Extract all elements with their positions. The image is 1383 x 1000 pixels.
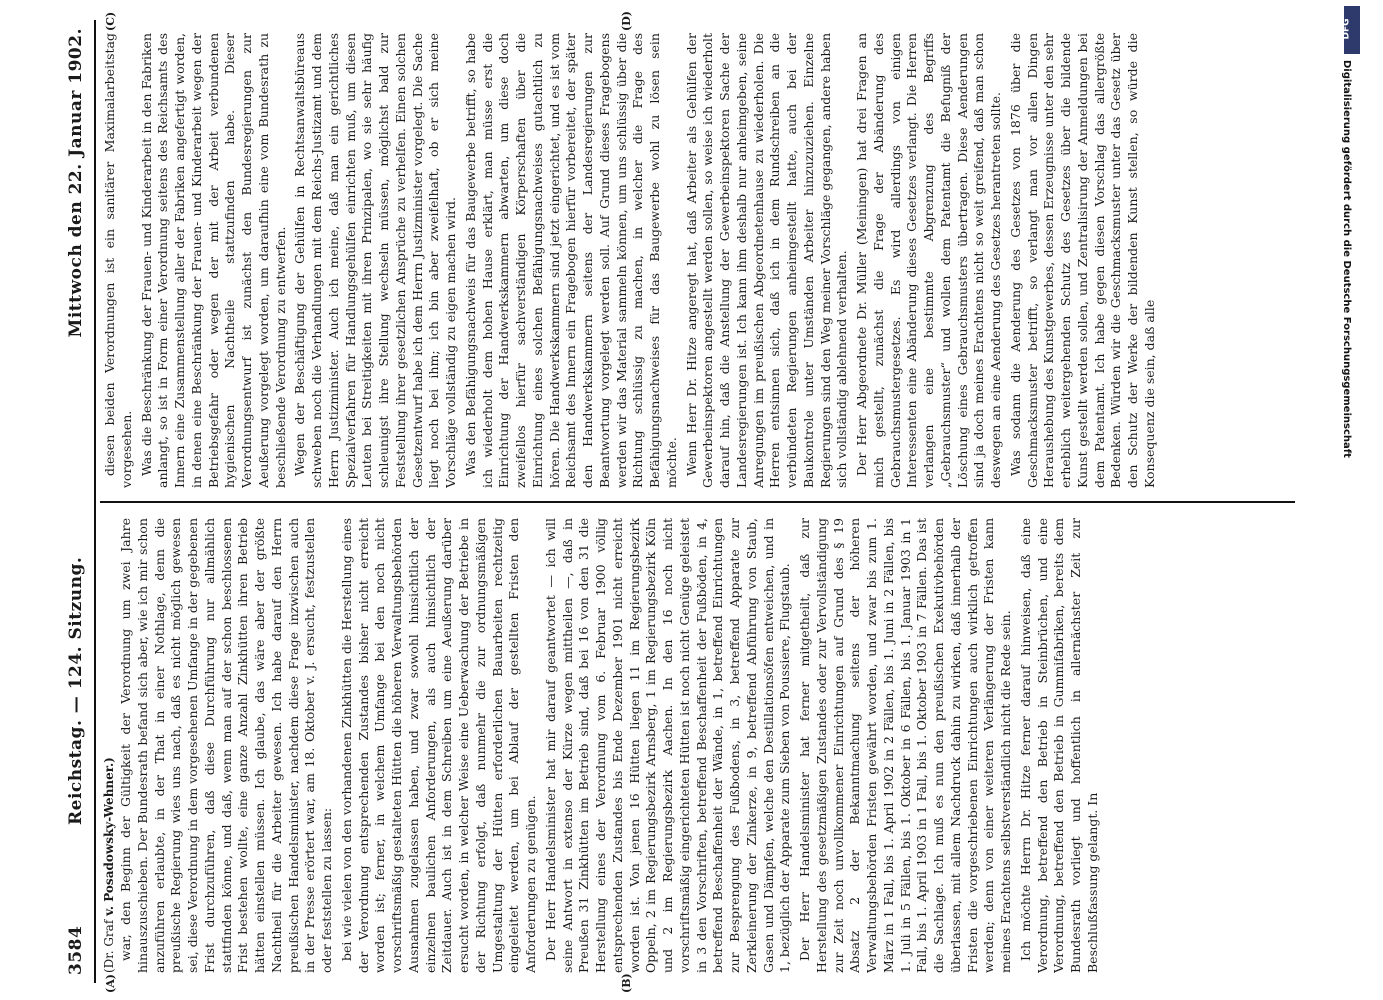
paragraph: bei wie vielen von den vorhandenen Zinkhütten die Herstellung eines der Verordnung entsprechenden Zustandes bisher nicht erreicht worden ist; ferner, in welchem Umfange bei den noch nicht vorschriftsmäßig gestalteten Hütten die höheren Verwaltungsbehörden Ausnahmen zugelassen haben, und zwar sowohl hinsichtlich der einzelnen baulichen Anforderungen, als auch hinsichtlich der Zeitdauer. Auch ist in dem Schreiben um eine Aeußerung darüber ersucht worden, in welcher Weise eine Ueberwachung der Betriebe in der Richtung erfolgt, daß nunmehr die zur ordnungsmäßigen Umgestaltung der Hütten erforderlichen Bauarbeiten rechtzeitig eingeleitet werden, um bei Ablauf der gestellten Fristen den Anforderungen zu genügen. bbox=[338, 518, 538, 973]
margin-letter-c: (C) bbox=[104, 11, 117, 31]
funding-credit bbox=[1341, 60, 1360, 700]
paragraph: Was sodann die Aenderung des Gesetzes von 1876 über die Geschmacksmuster betrifft, so verlangt man vor allen Dingen Heraushebung des Kunstgewerbes, dessen Erzeugnisse unter den sehr erheblich weitergehenden Schutz des Gesetzes über die bildende Kunst gestellt werden sollen, und Zentralisirung der Anmeldungen bei dem Patentamt. Ich habe gegen diesen Vorschlag das allergrößte Bedenken. Würden wir die Geschmacksmuster unter das Gesetz über den Schutz der Werke der bildenden Kunst stellen, so würde die Konsequenz die sein, daß alle bbox=[1007, 33, 1157, 488]
margin-letter-d: (D) bbox=[620, 11, 633, 31]
paragraph: Wegen der Beschäftigung der Gehülfen in Rechtsanwaltsbüreaus schweben noch die Verhandlungen mit dem Reichs-Justizamt und dem Herrn Justizminister. Auch ich meine, daß man ein gerichtliches Spezialverfahren für Handlungsgehülfen einrichten muß, um diesen Leuten bei Streitigkeiten mit ihren Prinzipalen, wo sie sehr häufig schleunigst ihre Stellung wechseln müssen, möglichst bald zur Feststellung ihrer gesetzlichen Ansprüche zu verhelfen. Einen solchen Gesetzentwurf habe ich dem Herrn Justizminister vorgelegt. Die Sache liegt noch bei ihm; ich bin aber zweifelhaft, ob er sich meine Vorschläge vollständig zu eigen machen wird. bbox=[292, 33, 458, 488]
speaker-name: v. Posadowsky-Wehner.) bbox=[102, 757, 116, 916]
column-divider bbox=[100, 501, 1295, 503]
margin-letter-b: (B) bbox=[620, 973, 633, 993]
session-date: Mittwoch den 22. Januar 1902. bbox=[66, 28, 86, 338]
paragraph: diesen beiden Verordnungen ist ein sanitärer Maximalarbeitstag vorgesehen. bbox=[102, 33, 134, 488]
paragraph: Der Herr Handelsminister hat mir darauf geantwortet — ich will seine Antwort in extenso der Kürze wegen mittheilen —, daß in Preußen 31 Zinkhütten im Betrieb sind, daß bei 16 von den 31 die Herstellung eines der Verordnung vom 6. Februar 1900 völlig entsprechenden Zustandes bis Ende Dezember 1901 nicht erreicht worden ist. Von jenen 16 Hütten liegen 11 im Regierungsbezirk Oppeln, 2 im Regierungsbezirk Arnsberg, 1 im Regierungsbezirk Köln und 2 im Regierungsbezirk Aachen. In den 16 noch nicht vorschriftsmäßig eingerichteten Hütten ist noch nicht Genüge geleistet in 3 den Vorschriften, betreffend Beschaffenheit der Fußböden, in 4, betreffend Beschaffenheit der Wände, in 1, betreffend Einrichtungen zur Besprengung des Fußbodens, in 3, betreffend Apparate zur Zerkleinerung der Zinkerze, in 9, betreffend Abführung von Staub, Gasen und Dämpfen, welche den Destillationsöfen entweichen, und in 1, bezüglich der Apparate zum Sieben von Poussiere, Flugstaub. bbox=[542, 518, 793, 973]
speaker-prefix: (Dr. Graf bbox=[102, 919, 116, 973]
dfg-logo-text: DFG bbox=[1341, 18, 1352, 40]
page-number: 3584 bbox=[66, 925, 86, 975]
paragraph: Wenn Herr Dr. Hitze angeregt hat, daß Arbeiter als Gehülfen der Gewerbeinspektoren angestellt werden sollen, so weise ich wiederholt darauf hin, daß die Anstellung der Gewerbeinspektoren Sache der Landesregierungen ist. Ich kann ihm deshalb nur anheimgeben, seine Anregungen im preußischen Abgeordnetenhause zu wiederholen. Die Herren entsinnen sich, daß ich in dem Rundschreiben an die verbündeten Regierungen anheimgestellt hatte, auch bei der Baukontrole unter Umständen Arbeiter hinzuzuziehen. Einzelne Regierungen sind den Weg meiner Vorschläge gegangen, andere haben sich vollständig ablehnend verhalten. bbox=[683, 33, 850, 488]
page-content bbox=[60, 10, 1300, 995]
header-rule bbox=[94, 20, 96, 983]
paragraph: Was den Befähigungsnachweis für das Baugewerbe betrifft, so habe ich wiederholt dem hohen Hause erklärt, man müsse erst die Einrichtung der Handwerkskammern abwarten, um diese doch zweifellos hierfür sachverständigen Körperschaften über die Einrichtung eines solchen Befähigungsnachweises gutachtlich zu hören. Die Handwerkskammern sind jetzt eingerichtet, und es ist vom Reichsamt des Innern ein Fragebogen hierfür vorbereitet, der später den Handwerkskammern seitens der Landesregierungen zur Beantwortung vorgelegt werden soll. Auf Grund dieses Fragebogens werden wir das Material sammeln können, um uns schlüssig über die Richtung schlüssig zu machen, in welcher die Frage des Befähigungsnachweises für das Baugewerbe wohl zu lösen sein möchte. bbox=[462, 33, 679, 488]
dfg-logo bbox=[1341, 6, 1360, 54]
digitization-strip bbox=[1320, 0, 1380, 1000]
paragraph: Der Herr Handelsminister hat ferner mitgetheilt, daß zur Herstellung des gesetzmäßigen Zustandes oder zur Vervollständigung zur Zeit noch unvollkommener Einrichtungen auf Grund des § 19 Absatz 2 der Bekanntmachung seitens der höheren Verwaltungsbehörden Fristen gewährt worden, und zwar bis zum 1. März in 1 Fall, bis 1. April 1902 in 2 Fällen, bis 1. Juni in 2 Fällen, bis 1. Juli in 5 Fällen, bis 1. Oktober in 6 Fällen, bis 1. Januar 1903 in 1 Fall, bis 1. April 1903 in 1 Fall, bis 1. Oktober 1903 in 7 Fällen. Das ist die Sachlage. Ich muß es nun den preußischen Exekutivbehörden überlassen, mit allem Nachdruck dahin zu wirken, daß innerhalb der Fristen die vorgeschriebenen Einrichtungen auch wirklich getroffen werden; denn von einer weiteren Verlängerung der Fristen kann meines Erachtens selbstverständlich nicht die Rede sein. bbox=[797, 518, 1013, 973]
paragraph: Ich möchte Herrn Dr. Hitze ferner darauf hinweisen, daß eine Verordnung, betreffend den Betrieb in Steinbrüchen, und eine Verordnung, betreffend den Betrieb in Gummifabriken, bereits dem Bundesrath vorliegt und hoffentlich in allernächster Zeit zur Beschlußfassung gelangt. In bbox=[1017, 518, 1100, 973]
page-header bbox=[60, 28, 96, 975]
margin-letter-a: (A) bbox=[104, 974, 117, 993]
paragraph: Was die Beschränkung der Frauen- und Kinderarbeit in den Fabriken anlangt, so ist in Form einer Verordnung seitens des Reichsamts des Innern eine Zusammenstellung aller der Fabriken angefertigt worden, in denen eine Beschränkung der Frauen- und Kinderarbeit wegen der Betriebsgefahr oder wegen der mit der Arbeit verbundenen hygienischen Nachtheile stattzufinden habe. Dieser Verordnungsentwurf ist zunächst den Bundesregierungen zur Aeußerung vorgelegt worden, um daraufhin eine vom Bundesrath zu beschließende Verordnung zu entwerfen. bbox=[138, 33, 288, 488]
right-column bbox=[102, 33, 1292, 488]
paragraph: war, den Beginn der Gültigkeit der Verordnung um zwei Jahre hinauszuschieben. Der Bundesrath befand sich aber, wie ich mir schon anzuführen erlaubte, in der That in einer Nothlage, denn die preußische Regierung wies uns nach, daß es nicht möglich gewesen sei, diese Verordnung in dem vorgesehenen Umfange in der gegebenen Frist durchzuführen, daß diese Durchführung nur allmählich stattfinden könne, und daß, wenn man auf der schon beschlossenen Frist bestehen wollte, eine ganze Anzahl Zinkhütten ihren Betrieb hätten einstellen müssen. Ich glaube, das wäre aber der größte Nachtheil für die Arbeiter gewesen. Ich habe darauf den Herrn preußischen Handelsminister, nachdem diese Frage inzwischen auch in der Presse erörtert war, am 18. Oktober v. J. ersucht, festzustellen oder feststellen zu lassen: bbox=[118, 518, 334, 973]
funding-credit-text: Digitalisierung gefördert durch die Deutsche Forschungsgemeinschaft bbox=[1341, 60, 1352, 458]
speaker-line bbox=[102, 518, 116, 973]
rotated-page bbox=[60, 10, 1300, 995]
session-title: Reichstag. — 124. Sitzung. bbox=[66, 556, 86, 825]
paragraph: Der Herr Abgeordnete Dr. Müller (Meiningen) hat drei Fragen an mich gestellt, zunächst die Frage der Abänderung des Gebrauchsmustergesetzes. Es wird allerdings von einigen Interessenten eine Abänderung dieses Gesetzes verlangt. Die Herren verlangen eine bestimmte Abgrenzung des Begriffs „Gebrauchsmuster“ und wollen dem Patentamt die Befugniß der Löschung eines Gebrauchsmusters übertragen. Diese Aenderungen sind ja doch meines Erachtens nicht so weit greifend, daß man schon deswegen an eine Aenderung des Gesetzes herantreten sollte. bbox=[854, 33, 1003, 488]
left-column bbox=[102, 518, 1292, 973]
